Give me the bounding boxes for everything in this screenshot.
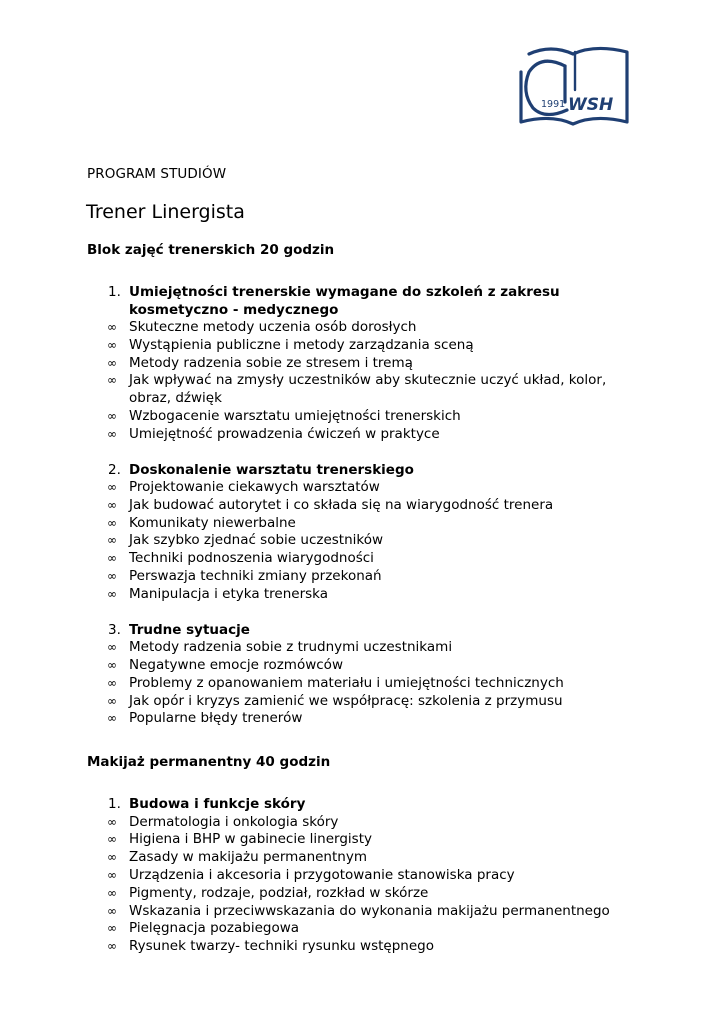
list-item: ∞ Zasady w makijażu permanentnym	[107, 849, 367, 866]
infinity-bullet-icon: ∞	[107, 850, 117, 865]
section-heading	[87, 622, 647, 640]
list-item: ∞ Higiena i BHP w gabinecie linergisty	[107, 831, 372, 848]
section-number: 3.	[108, 621, 121, 638]
list-item: ∞ Komunikaty niewerbalne	[107, 514, 296, 531]
list-item: ∞ Dermatologia i onkologia skóry	[107, 813, 339, 830]
list-item: ∞ Perswazja techniki zmiany przekonań	[107, 568, 382, 585]
list-item: ∞ Wskazania i przeciwwskazania do wykonania makijażu permanentnego	[107, 902, 610, 919]
infinity-bullet-icon: ∞	[107, 551, 117, 566]
infinity-bullet-icon: ∞	[107, 586, 117, 601]
infinity-bullet-icon: ∞	[107, 515, 117, 530]
list-item: ∞ Jak szybko zjednać sobie uczestników	[107, 532, 384, 549]
course-block	[87, 241, 647, 728]
section-title: Budowa i funkcje skóry	[129, 796, 306, 813]
course-section	[87, 462, 647, 604]
infinity-bullet-icon: ∞	[107, 533, 117, 548]
list-item: ∞ Jak wpływać na zmysły uczestników aby skutecznie uczyć układ, kolor, obraz, dźwięk	[107, 372, 607, 407]
course-section	[87, 796, 647, 956]
infinity-bullet-icon: ∞	[107, 408, 117, 423]
section-title: Doskonalenie warsztatu trenerskiego	[129, 461, 414, 478]
block-title: Makijaż permanentny 40 godzin	[87, 754, 331, 771]
infinity-bullet-icon: ∞	[107, 426, 117, 441]
infinity-bullet-icon: ∞	[107, 320, 117, 334]
infinity-bullet-icon: ∞	[107, 711, 117, 726]
logo-year: 1991	[541, 99, 566, 110]
infinity-bullet-icon: ∞	[107, 480, 117, 495]
infinity-bullet-icon: ∞	[107, 569, 117, 584]
infinity-bullet-icon: ∞	[107, 337, 117, 352]
list-item: ∞ Projektowanie ciekawych warsztatów	[107, 479, 380, 496]
logo-letters: WSH	[568, 95, 614, 115]
infinity-bullet-icon: ∞	[107, 939, 117, 954]
infinity-bullet-icon: ∞	[107, 693, 117, 708]
section-title: Trudne sytuacje	[129, 621, 250, 638]
course-block	[87, 753, 647, 956]
list-item: ∞ Manipulacja i etyka trenerska	[107, 585, 329, 602]
infinity-bullet-icon: ∞	[107, 903, 117, 918]
block-title: Blok zajęć trenerskich 20 godzin	[87, 242, 335, 258]
list-item: ∞ Skuteczne metody uczenia osób dorosłych	[107, 319, 417, 335]
infinity-bullet-icon: ∞	[107, 355, 117, 370]
list-item: ∞ Problemy z opanowaniem materiału i umiejętności technicznych	[107, 674, 564, 691]
list-item: ∞ Techniki podnoszenia wiarygodności	[107, 550, 374, 567]
list-item: ∞ Pigmenty, rodzaje, podział, rozkład w skórze	[107, 884, 429, 901]
program-title: Trener Linergista	[86, 201, 245, 223]
course-section	[87, 622, 647, 728]
infinity-bullet-icon: ∞	[107, 868, 117, 883]
list-item: ∞ Pielęgnacja pozabiegowa	[107, 920, 300, 937]
list-item: ∞ Wystąpienia publiczne i metody zarządzania sceną	[107, 336, 474, 353]
infinity-bullet-icon: ∞	[107, 640, 117, 655]
section-title: Umiejętności trenerskie wymagane do szkoleń z zakresu kosmetyczno - medycznego	[129, 284, 560, 318]
section-number: 1.	[108, 796, 121, 813]
course-section	[87, 284, 647, 444]
list-item: ∞ Metody radzenia sobie z trudnymi uczestnikami	[107, 639, 453, 656]
wsh-logo	[515, 46, 633, 130]
infinity-bullet-icon: ∞	[107, 832, 117, 847]
section-heading	[87, 796, 647, 814]
infinity-bullet-icon: ∞	[107, 497, 117, 512]
list-item: ∞ Jak opór i kryzys zamienić we współpracę: szkolenia z przymusu	[107, 692, 563, 709]
section-number: 2.	[108, 461, 121, 478]
list-item: ∞ Rysunek twarzy- techniki rysunku wstępnego	[107, 938, 434, 955]
list-item: ∞ Jak budować autorytet i co składa się na wiarygodność trenera	[107, 496, 554, 513]
list-item: ∞ Wzbogacenie warsztatu umiejętności trenerskich	[107, 407, 461, 424]
list-item: ∞ Umiejętność prowadzenia ćwiczeń w praktyce	[107, 425, 440, 442]
section-heading	[87, 284, 647, 319]
program-content	[87, 241, 647, 956]
infinity-bullet-icon: ∞	[107, 657, 117, 672]
program-label: PROGRAM STUDIÓW	[87, 166, 227, 182]
infinity-bullet-icon: ∞	[107, 814, 117, 829]
list-item: ∞ Metody radzenia sobie ze stresem i tremą	[107, 354, 413, 371]
section-number: 1.	[108, 284, 121, 300]
section-heading	[87, 462, 647, 480]
infinity-bullet-icon: ∞	[107, 675, 117, 690]
infinity-bullet-icon: ∞	[107, 885, 117, 900]
list-item: ∞ Popularne błędy trenerów	[107, 710, 303, 727]
list-item: ∞ Urządzenia i akcesoria i przygotowanie stanowiska pracy	[107, 867, 515, 884]
list-item: ∞ Negatywne emocje rozmówców	[107, 656, 343, 673]
infinity-bullet-icon: ∞	[107, 373, 117, 388]
infinity-bullet-icon: ∞	[107, 921, 117, 936]
